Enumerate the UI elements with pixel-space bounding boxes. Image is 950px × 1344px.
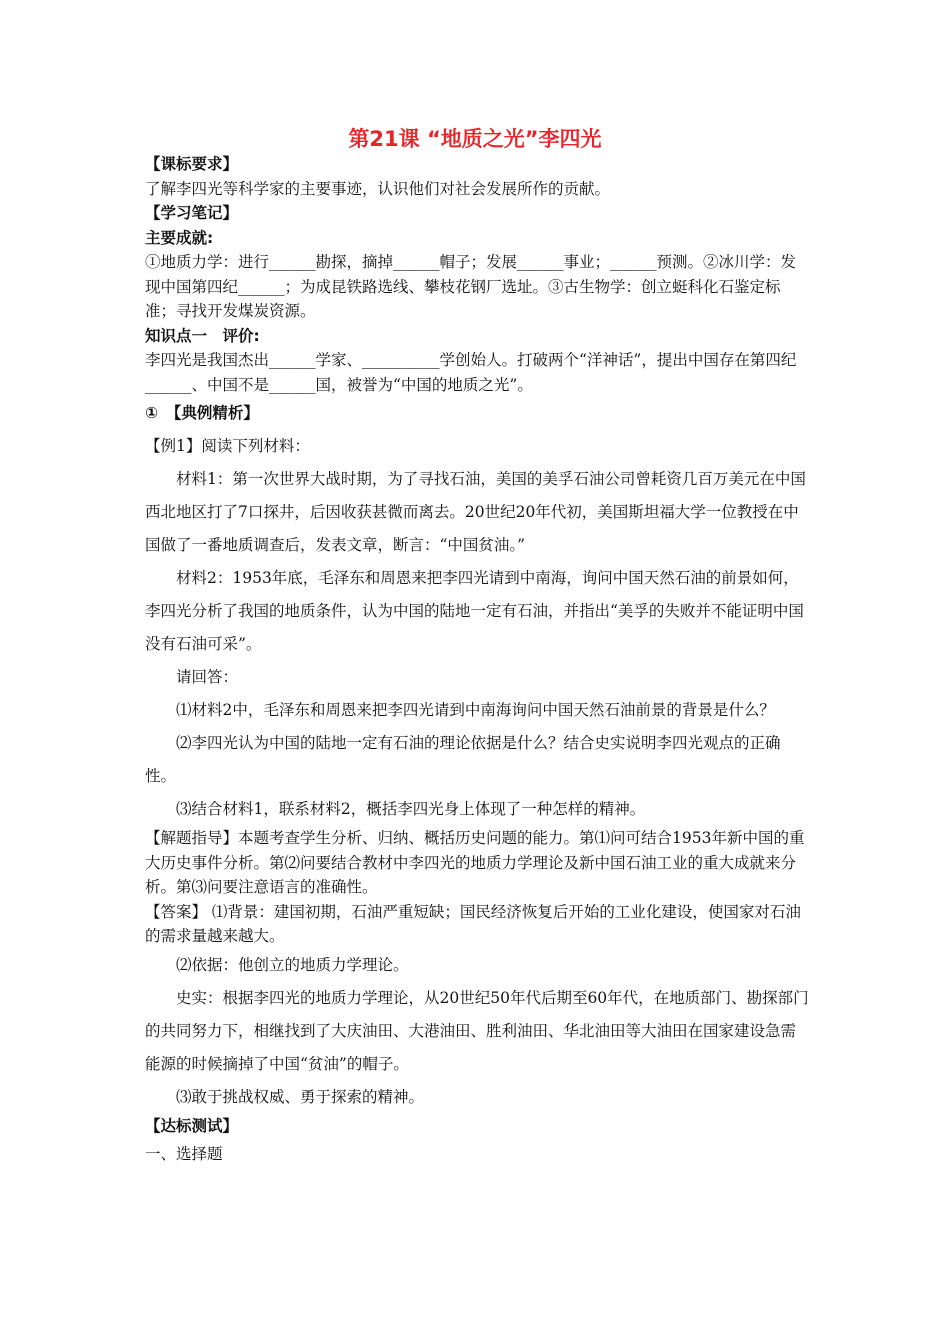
- knowledge-point-text: 李四光是我国杰出______学家、__________学创始人。打破两个“洋神话”，提出中国存在第四纪______、中国不是______国，被誉为“中国的地质之光”。: [145, 351, 797, 394]
- answer-3: ⑶敢于挑战权威、勇于探索的精神。: [176, 1087, 425, 1106]
- standards-heading: 【课标要求】: [145, 155, 239, 173]
- answer-2: ⑵依据：他创立的地质力学理论。: [176, 955, 409, 974]
- document-body: [145, 152, 810, 1171]
- solution-guide: 【解题指导】本题考查学生分析、归纳、概括历史问题的能力。第⑴问可结合1953年新中国的重大历史事件分析。第⑵问要结合教材中李四光的地质力学理论及新中国石油工业的重大成就来分析。第⑶问要注意语言的准确性。: [145, 829, 805, 896]
- test-heading: 【达标测试】: [145, 1116, 239, 1135]
- question-3: ⑶结合材料1，联系材料2，概括李四光身上体现了一种怎样的精神。: [176, 800, 646, 818]
- answer-2-facts: 史实：根据李四光的地质力学理论，从20世纪50年代后期至60年代，在地质部门、勘探部门的共同努力下，相继找到了大庆油田、大港油田、胜利油田、华北油田等大油田在国家建设急需能源的时候摘掉了中国“贫油”的帽子。: [145, 988, 809, 1073]
- material-1: 材料1：第一次世界大战时期，为了寻找石油，美国的美孚石油公司曾耗资几百万美元在中国西北地区打了7口探井，后因收获甚微而离去。20世纪20年代初，美国斯坦福大学一位教授在中国做了一番地质调查后，发表文章，断言：“中国贫油。”: [145, 470, 806, 554]
- test-section-choice: 一、选择题: [145, 1145, 223, 1163]
- notes-heading: 【学习笔记】: [145, 204, 239, 222]
- examples-heading: ① 【典例精析】: [145, 404, 259, 422]
- example-label: 【例1】阅读下列材料：: [145, 437, 310, 455]
- achievements-text: ①地质力学：进行______勘探，摘掉______帽子；发展______事业；______预测。②冰川学：发现中国第四纪______；为成昆铁路选线、攀枝花钢厂选址。③古生物学：创立蜓科化石鉴定标准；寻找开发煤炭资源。: [145, 253, 797, 320]
- question-1: ⑴材料2中，毛泽东和周恩来把李四光请到中南海询问中国天然石油前景的背景是什么？: [176, 701, 775, 719]
- material-2: 材料2：1953年底，毛泽东和周恩来把李四光请到中南海，询问中国天然石油的前景如何，李四光分析了我国的地质条件，认为中国的陆地一定有石油，并指出“美孚的失败并不能证明中国没有石油可采”。: [145, 569, 804, 653]
- knowledge-point-heading: 知识点一 评价:: [145, 326, 260, 345]
- standards-text: 了解李四光等科学家的主要事迹，认识他们对社会发展所作的贡献。: [145, 179, 611, 198]
- answer-prompt: 请回答：: [176, 668, 239, 686]
- achievements-heading: 主要成就:: [145, 228, 214, 247]
- question-2: ⑵李四光认为中国的陆地一定有石油的理论依据是什么？结合史实说明李四光观点的正确性。: [145, 734, 781, 785]
- page-title: 第21课 “地质之光”李四光: [348, 127, 602, 151]
- answer-1: 【答案】 ⑴背景：建国初期，石油严重短缺；国民经济恢复后开始的工业化建设，使国家对石油的需求量越来越大。: [145, 902, 801, 945]
